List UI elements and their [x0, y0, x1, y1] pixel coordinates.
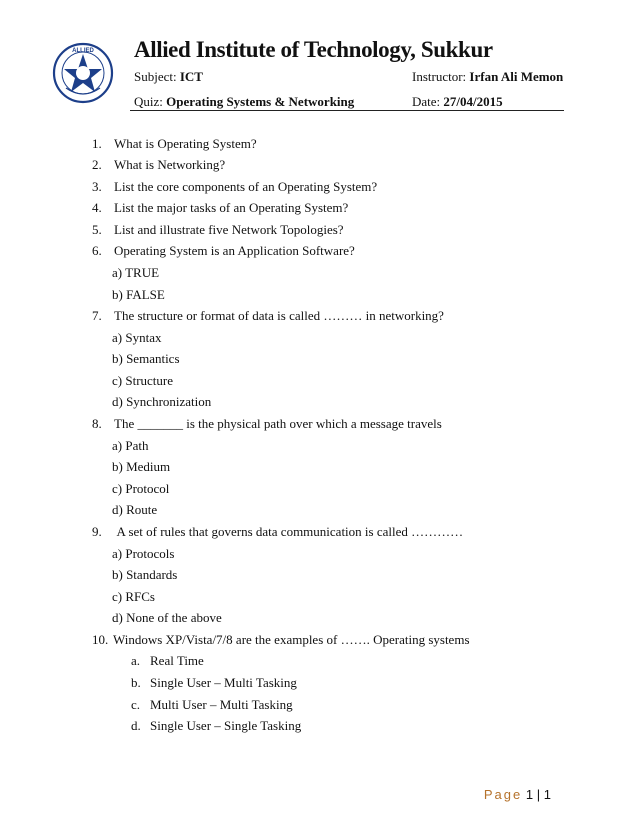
institute-logo: [52, 42, 114, 104]
option: [131, 697, 293, 713]
header-divider: [130, 110, 564, 111]
question-10: [92, 632, 470, 648]
option-text: Single User – Single Tasking: [150, 718, 302, 733]
question-8: [92, 416, 442, 432]
option-letter: b.: [131, 675, 141, 690]
option: a) Syntax: [112, 330, 162, 345]
quiz-value: Operating Systems & Networking: [166, 94, 355, 109]
option: a) TRUE: [112, 265, 160, 280]
option: [131, 675, 297, 691]
option: [131, 653, 204, 669]
instructor-label: Instructor:: [412, 69, 467, 84]
question-7: [92, 308, 444, 324]
question-text: Operating System is an Application Software?: [114, 243, 355, 258]
option: d) Route: [112, 502, 158, 517]
page-number: 1: [525, 787, 534, 802]
page-separator: |: [536, 787, 541, 802]
option: [131, 718, 301, 734]
option: b) Medium: [112, 459, 171, 474]
instructor-value: Irfan Ali Memon: [469, 69, 564, 84]
question-number: 10.: [92, 632, 109, 647]
question-3: [92, 179, 377, 195]
question-9: [92, 524, 463, 540]
option: a) Protocols: [112, 546, 175, 561]
option: d) Synchronization: [112, 394, 212, 409]
subject-line: [134, 69, 203, 85]
subject-value: ICT: [179, 69, 203, 84]
question-number: 5.: [92, 222, 102, 237]
question-number: 3.: [92, 179, 102, 194]
option: b) Semantics: [112, 351, 180, 366]
question-4: [92, 200, 348, 216]
svg-text:ALLIED: ALLIED: [72, 48, 94, 54]
question-number: 8.: [92, 416, 102, 431]
page-word: Page: [483, 787, 523, 802]
question-number: 2.: [92, 157, 102, 172]
question-number: 7.: [92, 308, 102, 323]
instructor-line: [412, 69, 563, 85]
institute-title: Allied Institute of Technology, Sukkur: [134, 37, 493, 62]
question-text: The _______ is the physical path over which a message travels: [114, 416, 442, 431]
question-number: 9.: [92, 524, 102, 539]
question-6: [92, 243, 355, 259]
question-text: List the core components of an Operating System?: [114, 179, 378, 194]
question-1: [92, 136, 257, 152]
option: b) FALSE: [112, 287, 165, 302]
option-letter: d.: [131, 718, 141, 733]
question-text: A set of rules that governs data communication is called …………: [114, 524, 464, 539]
subject-label: Subject:: [134, 69, 177, 84]
option: d) None of the above: [112, 610, 222, 625]
option-text: Real Time: [150, 653, 204, 668]
page-total: 1: [543, 787, 551, 802]
date-label: Date:: [412, 94, 441, 109]
question-text: Windows XP/Vista/7/8 are the examples of ……. Operating systems: [113, 632, 470, 647]
option: a) Path: [112, 438, 149, 453]
question-2: [92, 157, 225, 173]
option: c) RFCs: [112, 589, 155, 604]
question-number: 4.: [92, 200, 102, 215]
quiz-label: Quiz:: [134, 94, 163, 109]
question-number: 6.: [92, 243, 102, 258]
question-text: List and illustrate five Network Topologies?: [114, 222, 344, 237]
option-text: Single User – Multi Tasking: [150, 675, 297, 690]
question-number: 1.: [92, 136, 102, 151]
page-footer: [484, 787, 551, 802]
option: c) Structure: [112, 373, 174, 388]
date-line: [412, 94, 503, 110]
option: c) Protocol: [112, 481, 170, 496]
option-letter: a.: [131, 653, 141, 668]
question-text: The structure or format of data is called ……… in networking?: [114, 308, 444, 323]
question-text: What is Networking?: [114, 157, 226, 172]
option: b) Standards: [112, 567, 178, 582]
option-text: Multi User – Multi Tasking: [150, 697, 293, 712]
date-value: 27/04/2015: [443, 94, 503, 109]
question-text: What is Operating System?: [114, 136, 257, 151]
quiz-line: [134, 94, 354, 110]
option-letter: c.: [131, 697, 141, 712]
question-5: [92, 222, 344, 238]
question-text: List the major tasks of an Operating System?: [114, 200, 349, 215]
